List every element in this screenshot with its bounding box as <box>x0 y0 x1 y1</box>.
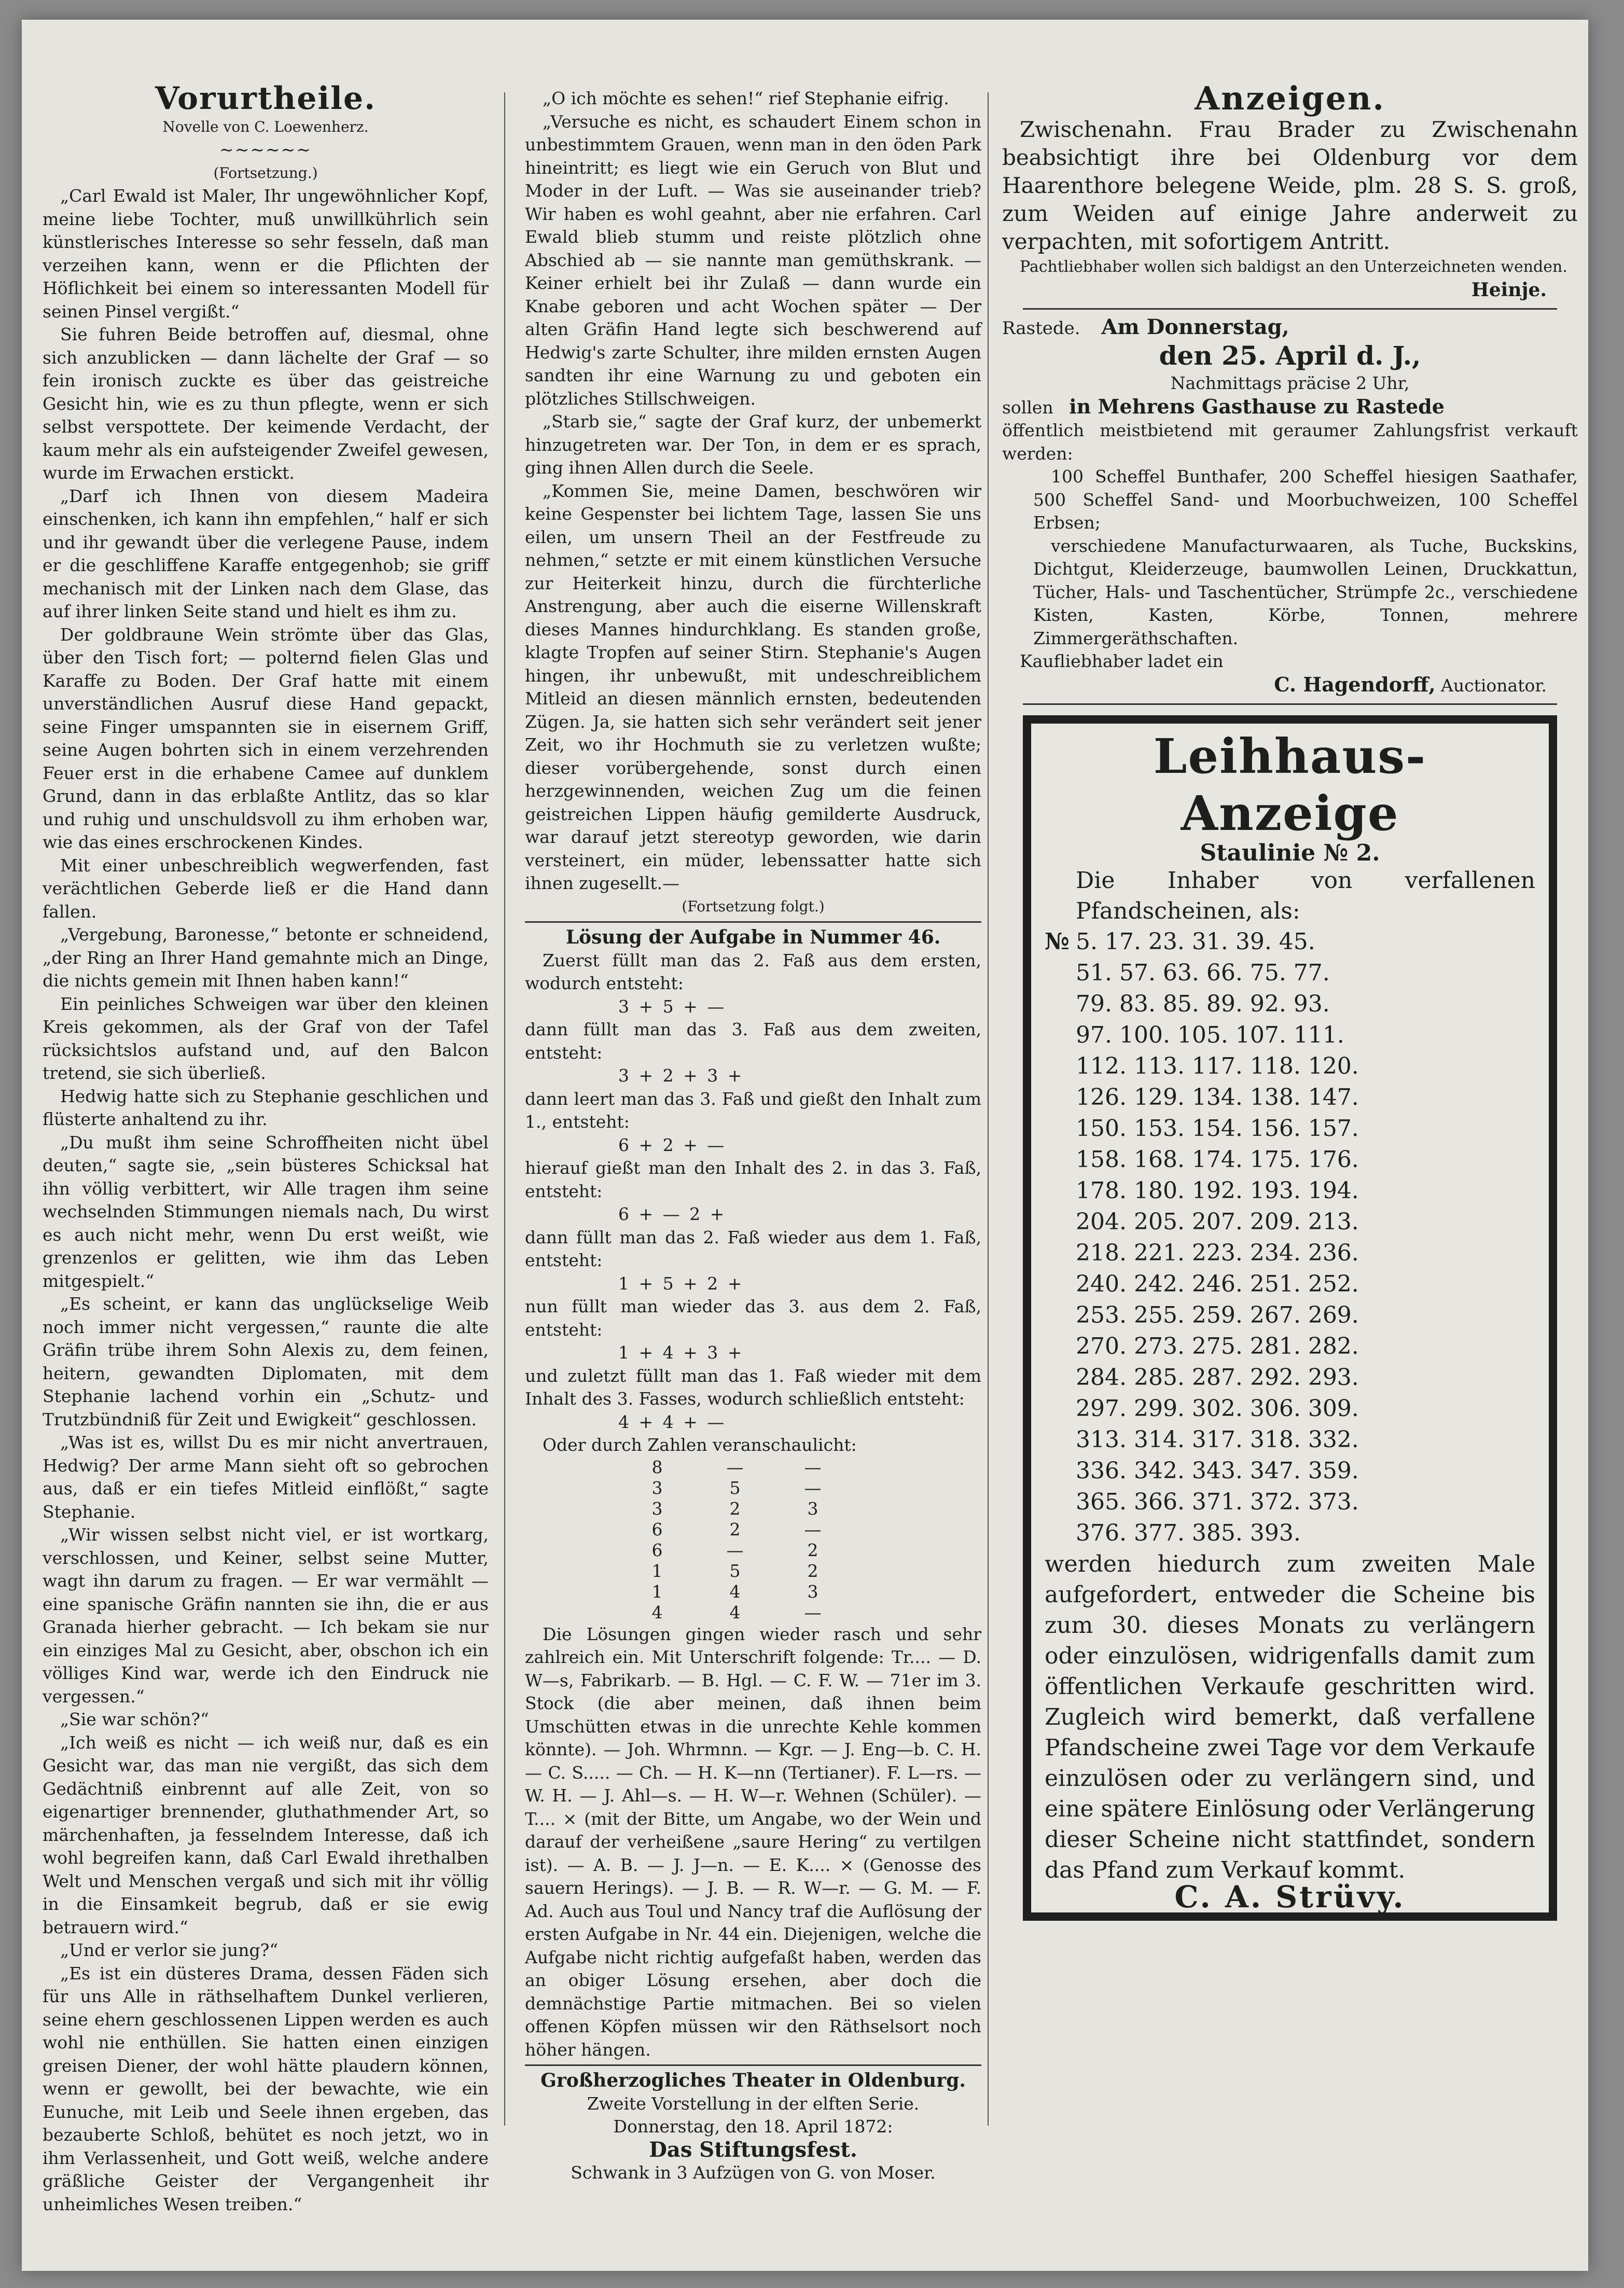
ads-title: Anzeigen. <box>1195 79 1385 117</box>
solution-equation: 6 + — 2 + <box>618 1204 727 1224</box>
novel-paragraph: „Es ist ein düsteres Drama, dessen Fäden sich für uns Alle in räthselhaftem Dunkel verlieren, seine ehern geschlossenen Lippen werden es auch wohl nie enthüllen. Sie hatten einen einzigen greisen Diener, der wohl hätte plaudern können, wenn er gewollt, bei der bewachte, wie ein Eunuche, mit Leib und Seele ihnen ergeben, das bezauberte Schloß, behütet es noch jetzt, wo in ihm Verlassenheit, und Gott weiß, welche andere gräßliche Geister der Vergangenheit ihr unheimliches Wesen treiben.“ <box>43 1963 489 2214</box>
table-cell: 3 <box>807 1581 818 1602</box>
number-line: 313. 314. 317. 318. 332. <box>1076 1426 1359 1453</box>
table-cell: 4 <box>651 1602 663 1623</box>
table-cell: 8 <box>651 1457 663 1477</box>
ad-auction-date: den 25. April d. J., <box>1159 340 1421 371</box>
solution-step: dann füllt man das 2. Faß wieder aus dem 1. Faß, entsteht: <box>525 1227 981 1270</box>
ad-auction-text: öffentlich meistbietend mit geraumer Zahlungsfrist verkauft werden: <box>1002 420 1578 464</box>
number-line: 253. 255. 259. 267. 269. <box>1076 1301 1359 1328</box>
table-cell: 6 <box>651 1540 663 1560</box>
table-row <box>618 1602 852 1623</box>
novel-paragraph: „Starb sie,“ sagte der Graf kurz, der unbemerkt hinzugetreten war. Der Ton, in dem er es sprach, ging ihnen Allen durch die Seele. <box>525 411 981 478</box>
ad-lease-small: Pachtliebhaber wollen sich baldigst an den Unterzeichneten wenden. <box>1020 257 1567 276</box>
solution-step: dann leert man das 3. Faß und gießt den Inhalt zum 1., entsteht: <box>525 1088 981 1132</box>
number-line: 126. 129. 134. 138. 147. <box>1076 1084 1359 1111</box>
number-line: 297. 299. 302. 306. 309. <box>1076 1395 1359 1422</box>
pawnshop-numbers <box>1045 926 1535 1549</box>
table-row <box>618 1540 852 1561</box>
table-cell: 5 <box>729 1560 741 1581</box>
ad-auction-day: Am Donnerstag, <box>1101 314 1289 339</box>
table-row <box>618 1519 852 1540</box>
number-line: 51. 57. 63. 66. 75. 77. <box>1076 959 1330 986</box>
ad-auction <box>1002 316 1578 698</box>
ad-divider <box>1023 703 1557 705</box>
ornament-divider: ~~~~~~ <box>219 140 312 160</box>
table-cell: 1 <box>651 1560 663 1581</box>
solution-equation: 1 + 4 + 3 + <box>618 1342 744 1363</box>
theatre-line: Schwank in 3 Aufzügen von G. von Moser. <box>571 2162 936 2183</box>
table-cell: 2 <box>729 1498 741 1519</box>
ad-auction-sollen: sollen <box>1002 397 1053 418</box>
solution-step: Oder durch Zahlen veranschaulicht: <box>543 1435 857 1455</box>
number-line: 204. 205. 207. 209. 213. <box>1076 1208 1359 1235</box>
pawnshop-title: Leihhaus-Anzeige <box>1153 728 1427 841</box>
ad-auction-venue: in Mehrens Gasthause zu Rastede <box>1069 394 1445 418</box>
column-middle <box>525 87 981 2185</box>
table-cell: 3 <box>807 1498 818 1519</box>
ad-lease-signature: Heinje. <box>1471 279 1547 301</box>
pawnshop-text: werden hiedurch zum zweiten Male aufgefordert, entweder die Scheine bis zum 30. dieses Monats zu verlängern oder einzulösen, widrigenfalls damit zum öffentlichen Verkaufe geschritten wird. Zugleich wird bemerkt, daß verfallene Pfandscheine zwei Tage vor dem Verkaufe einzulösen oder zu verlängern sind, und eine spätere Einlösung oder Verlängerung dieser Scheine nicht stattfindet, sondern das Pfand zum Verkauf kommt. <box>1045 1550 1535 1883</box>
number-line: 218. 221. 223. 234. 236. <box>1076 1239 1359 1266</box>
table-cell: 1 <box>651 1581 663 1602</box>
ad-auction-role: Auctionator. <box>1441 675 1547 696</box>
number-line: 79. 83. 85. 89. 92. 93. <box>1076 990 1330 1017</box>
solution-closing: Die Lösungen gingen wieder rasch und sehr zahlreich ein. Mit Unterschrift folgende: Tr.... — D. W—s, Fabrikarb. — B. Hgl. — C. F. W. — 71er im 3. Stock (die aber meinen, daß ihnen beim Umschütten etwas in die unrechte Kehle kommen könnte). — Joh. Whrmnn. — Kgr. — J. Eng—b. C. H. — C. S..... — Ch. — H. K—nn (Tertianer). F. L—rs. — W. H. — J. Ahl—s. — H. W—r. Wehnen (Schüler). — T.... × (mit der Bitte, um Angabe, wo der Wein und darauf der verheißene „saure Hering“ zu vertilgen ist). — A. B. — J. J—n. — E. K.... × (Genosse des sauern Herings). — J. B. — R. W—r. — G. M. — F. Ad. Auch aus Toul und Nancy traf die Auflösung der ersten Aufgabe in Nr. 44 ein. Diejenigen, welche die Aufgabe nicht richtig aufgefaßt haben, werden das an obiger Lösung ersehen, aber doch die demnächstige Partie mitmachen. Bei so vielen offenen Köpfen müssen wir den Räthselsort noch höher hängen. <box>525 1624 981 2060</box>
novel-paragraph: „O ich möchte es sehen!“ rief Stephanie eifrig. <box>543 88 949 108</box>
table-cell: 2 <box>729 1519 741 1540</box>
novel-paragraph: „Es scheint, er kann das unglückselige Weib noch immer nicht vergessen,“ raunte die alte Gräfin trübe ihrem Sohn Alexis zu, dem feinen, heitern, gewandten Diplomaten, mit dem Stephanie lachend vorhin ein „Schutz- und Trutzbündniß für Zeit und Ewigkeit“ geschlossen. <box>43 1294 489 1430</box>
table-cell: 3 <box>651 1498 663 1519</box>
table-cell: 2 <box>807 1540 818 1560</box>
number-line: 5. 17. 23. 31. 39. 45. <box>1076 928 1315 955</box>
ad-auction-place: Rastede. <box>1002 317 1080 339</box>
table-row <box>618 1582 852 1602</box>
number-line: 376. 377. 385. 393. <box>1076 1519 1301 1546</box>
table-cell: 3 <box>651 1477 663 1498</box>
table-cell: — <box>804 1602 822 1623</box>
ad-auction-time: Nachmittags präcise 2 Uhr, <box>1170 373 1410 393</box>
number-line: 336. 342. 343. 347. 359. <box>1076 1457 1359 1484</box>
table-cell: — <box>804 1477 822 1498</box>
table-cell: 4 <box>729 1581 741 1602</box>
novel-paragraph: „Kommen Sie, meine Damen, beschwören wir keine Gespenster bei lichtem Tage, lassen Sie uns eilen, um unsern Theil an der Festfreude zu nehmen,“ setzte er mit einem künstlichen Versuche zur Heiterkeit hinzu, durch die fürchterliche Anstrengung, aber auch die eiserne Willenskraft dieses Mannes hindurchklang. Es standen große, klagte Tropfen auf seiner Stirn. Stephanie's Augen hingen, ihr unbewußt, mit undeschreiblichem Mitleid an diesen männlich ernsten, bedeutenden Zügen. Ja, sie hatten sich sehr verändert seit jener Zeit, wo ihr Hochmuth sie zu verletzen wußte; dieser vorübergehende, sonst durch einen herzgewinnenden, weichen Zug um die feinen geistreichen Lippen häufig gemilderte Ausdruck, war darauf jetzt stereotyp geworden, wie darin versteinert, ein müder, lebenssatter hatte sich ihnen zugesellt.— <box>525 480 981 893</box>
novel-paragraph: „Darf ich Ihnen von diesem Madeira einschenken, ich kann ihn empfehlen,“ half er sich und ihr gewandt über die verlegene Pause, indem er die geschliffene Karaffe entgegenhob; sie griff mechanisch mit der Linken nach dem Glase, das auf ihrer linken Seite stand und hielt es ihm zu. <box>43 486 489 621</box>
novel-byline: Novelle von C. Loewenherz. <box>162 118 369 135</box>
ad-auction-end: Kaufliebhaber ladet ein <box>1020 651 1224 671</box>
ad-divider <box>1023 308 1557 310</box>
number-line: 178. 180. 192. 193. 194. <box>1076 1177 1359 1204</box>
number-line: 112. 113. 117. 118. 120. <box>1076 1052 1359 1079</box>
novel-paragraph: „Carl Ewald ist Maler, Ihr ungewöhnlicher Kopf, meine liebe Tochter, muß unwillkührlich sein künstlerisches Interesse so sehr fesseln, daß man verzeihen kann, wenn er die Pflichten der Höflichkeit bei einem so interessanten Modell für seinen Pinsel vergißt.“ <box>43 186 489 322</box>
column-ads <box>1002 79 1578 1921</box>
solution-intro: Zuerst füllt man das 2. Faß aus dem ersten, wodurch entsteht: <box>525 950 981 993</box>
novel-paragraph: „Wir wissen selbst nicht viel, er ist wortkarg, verschlossen, und Keiner, selbst seine Mutter, wagt ihn darum zu fragen. — Er war vermählt — eine spanische Gräfin nannten sie ihn, die er aus Granada hierher gebracht. — Ich bekam sie nur ein einziges Mal zu Gesicht, aber, obschon ich ein völliges Kind war, werde ich den Eindruck nie vergessen.“ <box>43 1524 489 1707</box>
novel-paragraph: „Vergebung, Baronesse,“ betonte er schneidend, „der Ring an Ihrer Hand gemahnte mich an Dinge, die nichts gemein mit Ihnen haben kann!“ <box>43 924 489 991</box>
solution-step: und zuletzt füllt man das 1. Faß wieder mit dem Inhalt des 3. Fasses, wodurch schließlich entsteht: <box>525 1365 981 1409</box>
table-cell: — <box>726 1540 744 1560</box>
number-line: 150. 153. 154. 156. 157. <box>1076 1115 1359 1142</box>
number-line: 97. 100. 105. 107. 111. <box>1076 1021 1344 1048</box>
novel-paragraph: „Sie war schön?“ <box>60 1709 209 1729</box>
novel-paragraph: „Was ist es, willst Du es mir nicht anvertrauen, Hedwig? Der arme Mann sieht oft so gebrochen aus, daß er ein tiefes Mitleid einflößt,“ sagte Stephanie. <box>43 1432 489 1522</box>
continuation-note: (Fortsetzung.) <box>213 164 318 182</box>
table-cell: 4 <box>729 1602 741 1623</box>
table-row <box>618 1561 852 1582</box>
novel-paragraph: Der goldbraune Wein strömte über das Glas, über den Tisch fort; — polternd fielen Glas und Karaffe zu Boden. Der Graf hatte mit einem unverständlichen Ausruf diese Hand gepackt, seine Finger umspannten sie in eisernem Griff, seine Augen bohrten sich in einem verzehrenden Feuer erst in die erhabene Camee auf dunklem Grund, dann in das erblaßte Antlitz, das so klar und ruhig und unschuldsvoll zu ihm erhoben war, wie das eines erschrockenen Kindes. <box>43 624 489 852</box>
solution-step: hierauf gießt man den Inhalt des 2. in das 3. Faß, entsteht: <box>525 1158 981 1201</box>
ad-auction-items: 100 Scheffel Bunthafer, 200 Scheffel hiesigen Saathafer, 500 Scheffel Sand- und Moorbuchweizen, 100 Scheffel Erbsen; <box>1033 466 1578 533</box>
number-line: 270. 273. 275. 281. 282. <box>1076 1333 1359 1360</box>
ad-lease-text: Zwischenahn. Frau Brader zu Zwischenahn beabsichtigt ihre bei Oldenburg vor dem Haarenthore belegene Weide, plm. 28 S. S. groß, zum Weiden auf einige Jahre anderweit zu verpachten, mit sofortigem Antritt. <box>1002 116 1578 254</box>
table-cell: — <box>726 1457 744 1477</box>
novel-paragraph: „Versuche es nicht, es schaudert Einem schon in unbestimmtem Grauen, wenn man in den öden Park hineintritt; es liegt wie ein Geruch von Blut und Moder in der Luft. — Was sie auseinander trieb? Wir haben es wohl geahnt, aber nie erfahren. Carl Ewald blieb stumm und reiste plötzlich ohne Abschied ab — sie nannte man gemüthskrank. — Keiner erhielt bei ihr Zulaß — dann wurde ein Knabe geboren und acht Wochen später — Der alten Gräfin Hand legte sich beschwerend auf Hedwig's zarte Schulter, ihre milden ernsten Augen sandten ihr eine Warnung zu und geboten ein plötzliches Stillschweigen. <box>525 111 981 409</box>
novel-paragraph: „Ich weiß es nicht — ich weiß nur, daß es ein Gesicht war, das man nie vergißt, das sich dem Gedächtniß einbrennt auf alle Zeit, von so eigenartiger brennender, gluthathmender Art, so märchenhaften, ja fesselndem Interesse, daß ich wohl begreifen kann, daß Carl Ewald ihrethalben Welt und Menschen vergaß und sich mit ihr völlig in die Einsamkeit begrub, daß er sie ewig betrauern wird.“ <box>43 1732 489 1937</box>
table-row <box>618 1457 852 1478</box>
theatre-date: Donnerstag, den 18. April 1872: <box>613 2116 893 2137</box>
column-rule <box>504 92 505 2126</box>
novel-paragraph: „Du mußt ihm seine Schroffheiten nicht übel deuten,“ sagte sie, „sein büsteres Schicksal hat ihn völlig verbittert, wir Alle tragen ihm seine wechselnden Stimmungen niemals nach, Du wirst es auch nicht mehr, wenn Du erst weißt, wie grenzenlos er gelitten, wie ihm das Leben mitgespielt.“ <box>43 1132 489 1291</box>
solution-equation: 3 + 2 + 3 + <box>618 1065 744 1086</box>
pawnshop-subtitle: Staulinie № 2. <box>1200 840 1380 866</box>
ad-auction-items: verschiedene Manufacturwaaren, als Tuche, Buckskins, Dichtgut, Kleiderzeuge, baumwollen Leinen, Druckkattun, Tücher, Hals- und Taschentücher, Strümpfe 2c., verschiedene Kisten, Kasten, Körbe, Tonnen, mehrere Zimmergeräthschaften. <box>1033 535 1578 648</box>
pawnshop-signature: C. A. Strüvy. <box>1174 1879 1406 1915</box>
theatre-heading: Großherzogliches Theater in Oldenburg. <box>525 2064 981 2092</box>
table-cell: — <box>804 1519 822 1540</box>
to-be-continued: (Fortsetzung folgt.) <box>682 897 825 915</box>
novel-title: Vorurtheile. <box>155 80 377 117</box>
novel-paragraph: „Und er verlor sie jung?“ <box>60 1940 279 1960</box>
theatre-line: Zweite Vorstellung in der elften Serie. <box>587 2093 920 2114</box>
table-cell: 5 <box>729 1477 741 1498</box>
solution-step: dann füllt man das 3. Faß aus dem zweiten, entsteht: <box>525 1019 981 1063</box>
number-line: 365. 366. 371. 372. 373. <box>1076 1488 1359 1515</box>
ad-auction-signature: C. Hagendorff, <box>1274 672 1436 696</box>
column-novel <box>43 80 489 2216</box>
puzzle-solution-heading: Lösung der Aufgabe in Nummer 46. <box>525 921 981 949</box>
solution-table <box>618 1457 852 1623</box>
number-line: 158. 168. 174. 175. 176. <box>1076 1146 1359 1173</box>
novel-paragraph: Mit einer unbeschreiblich wegwerfenden, fast verächtlichen Geberde ließ er die Hand dann fallen. <box>43 855 489 922</box>
solution-equation: 1 + 5 + 2 + <box>618 1273 744 1294</box>
pawnshop-intro: Die Inhaber von verfallenen Pfandscheinen, als: <box>1076 867 1535 924</box>
number-line: 240. 242. 246. 251. 252. <box>1076 1270 1359 1297</box>
number-line: 284. 285. 287. 292. 293. <box>1076 1364 1359 1391</box>
number-sign: № <box>1045 928 1070 955</box>
solution-step: nun füllt man wieder das 3. aus dem 2. Faß, entsteht: <box>525 1296 981 1340</box>
solution-equation: 4 + 4 + — <box>618 1411 727 1432</box>
novel-paragraph: Hedwig hatte sich zu Stephanie geschlichen und flüsterte anhaltend zu ihr. <box>43 1086 489 1129</box>
pawnshop-notice <box>1023 715 1557 1921</box>
theatre-play-title: Das Stiftungsfest. <box>649 2137 857 2162</box>
solution-equation: 6 + 2 + — <box>618 1134 727 1155</box>
solution-equation: 3 + 5 + — <box>618 996 727 1017</box>
table-cell: 2 <box>807 1560 818 1581</box>
table-cell: — <box>804 1457 822 1477</box>
novel-paragraph: Sie fuhren Beide betroffen auf, diesmal, ohne sich anzublicken — dann lächelte der Graf — so fein ironisch zuckte es über das geistreiche Gesicht hin, wie es zu thun pflegte, wenn er sich selbst verspottete. Der keimende Verdacht, der kaum mehr als ein aufsteigender Zweifel gewesen, wurde im Erwachen erstickt. <box>43 324 489 483</box>
table-row <box>618 1478 852 1499</box>
column-rule <box>988 92 989 2126</box>
novel-paragraph: Ein peinliches Schweigen war über den kleinen Kreis gekommen, als der Graf von der Tafel rücksichtslos aufstand und, auf den Balcon tretend, sie sich überließ. <box>43 993 489 1083</box>
newspaper-page <box>22 20 1588 2271</box>
table-row <box>618 1499 852 1519</box>
table-cell: 6 <box>651 1519 663 1540</box>
